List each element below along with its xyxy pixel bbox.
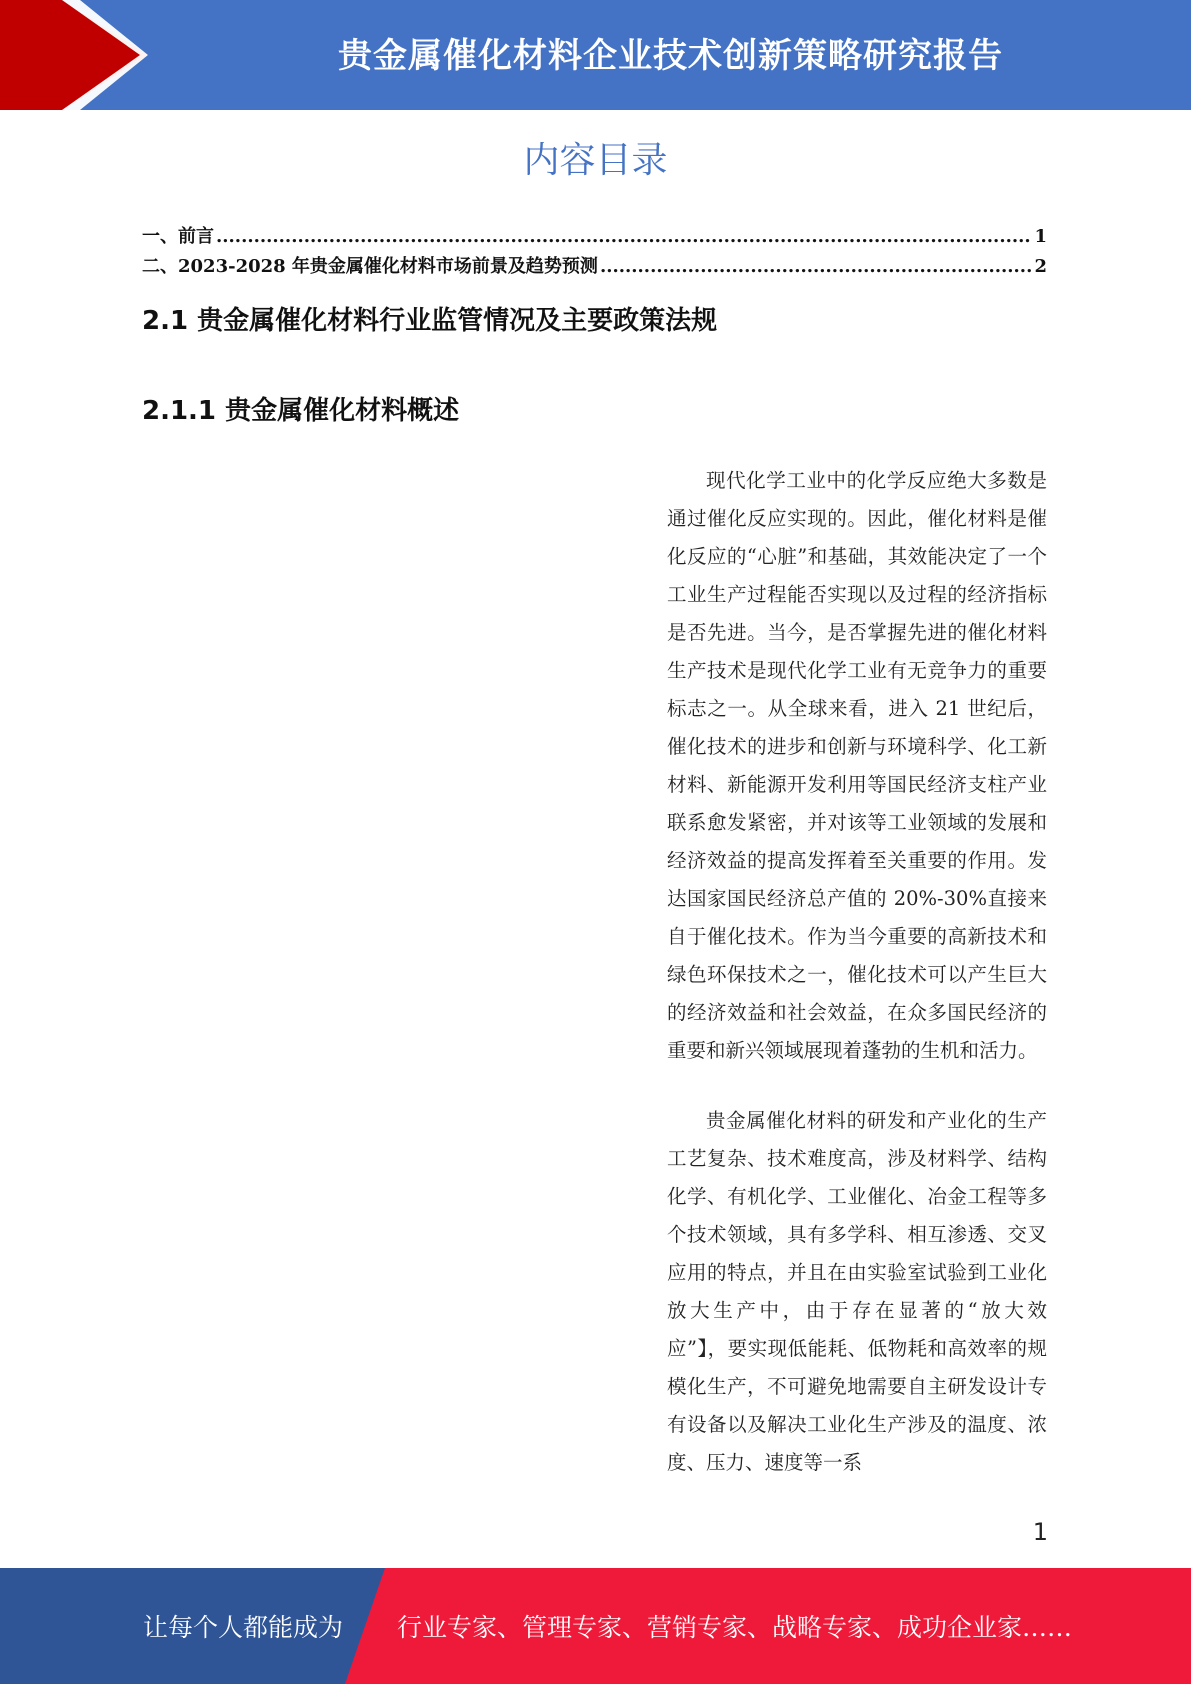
toc-leader-dots	[600, 252, 1033, 282]
header-arrow-icon	[0, 0, 160, 110]
toc-item-page: 2	[1034, 256, 1047, 277]
footer-slogan-left: 让每个人都能成为	[143, 1613, 344, 1642]
table-of-contents	[142, 222, 1047, 282]
report-title: 贵金属催化材料企业技术创新策略研究报告	[338, 35, 1003, 76]
footer-banner	[0, 1568, 1191, 1684]
paragraph: 贵金属催化材料的研发和产业化的生产工艺复杂、技术难度高，涉及材料学、结构化学、有机化学、工业催化、冶金工程等多个技术领域，具有多学科、相互渗透、交叉应用的特点，并且在由实验室试验到工业化放大生产中，由于存在显著的“放大效应”】，要实现低能耗、低物耗和高效率的规模化生产，不可避免地需要自主研发设计专有设备以及解决工业化生产涉及的温度、浓度、压力、速度等一系	[667, 1109, 1047, 1474]
paragraph: 现代化学工业中的化学反应绝大多数是通过催化反应实现的。因此，催化材料是催化反应的“心脏”和基础，其效能决定了一个工业生产过程能否实现以及过程的经济指标是否先进。当今，是否掌握先进的催化材料生产技术是现代化学工业有无竞争力的重要标志之一。从全球来看，进入 21 世纪后，催化技术的进步和创新与环境科学、化工新材料、新能源开发利用等国民经济支柱产业联系愈发紧密，并对该等工业领域的发展和经济效益的提高发挥着至关重要的作用。发达国家国民经济总产值的 20%-30%直接来自于催化技术。作为当今重要的高新技术和绿色环保技术之一，催化技术可以产生巨大的经济效益和社会效益，在众多国民经济的重要和新兴领域展现着蓬勃的生机和活力。	[667, 469, 1047, 1062]
toc-item-market-forecast[interactable]	[142, 252, 1047, 282]
toc-item-label: 二、2023-2028 年贵金属催化材料市场前景及趋势预测	[142, 256, 598, 277]
header-banner	[0, 0, 1191, 110]
page-number: 1	[1032, 1518, 1048, 1546]
section-heading: 2.1 贵金属催化材料行业监管情况及主要政策法规	[142, 306, 718, 336]
footer-slogan-right: 行业专家、管理专家、营销专家、战略专家、成功企业家……	[397, 1613, 1073, 1642]
toc-leader-dots	[216, 222, 1032, 252]
toc-heading: 内容目录	[523, 140, 668, 181]
toc-item-label: 一、前言	[142, 226, 214, 247]
toc-item-page: 1	[1034, 226, 1047, 247]
toc-item-preface[interactable]	[142, 222, 1047, 252]
body-text	[667, 462, 1047, 1514]
subsection-heading: 2.1.1 贵金属催化材料概述	[142, 396, 460, 426]
